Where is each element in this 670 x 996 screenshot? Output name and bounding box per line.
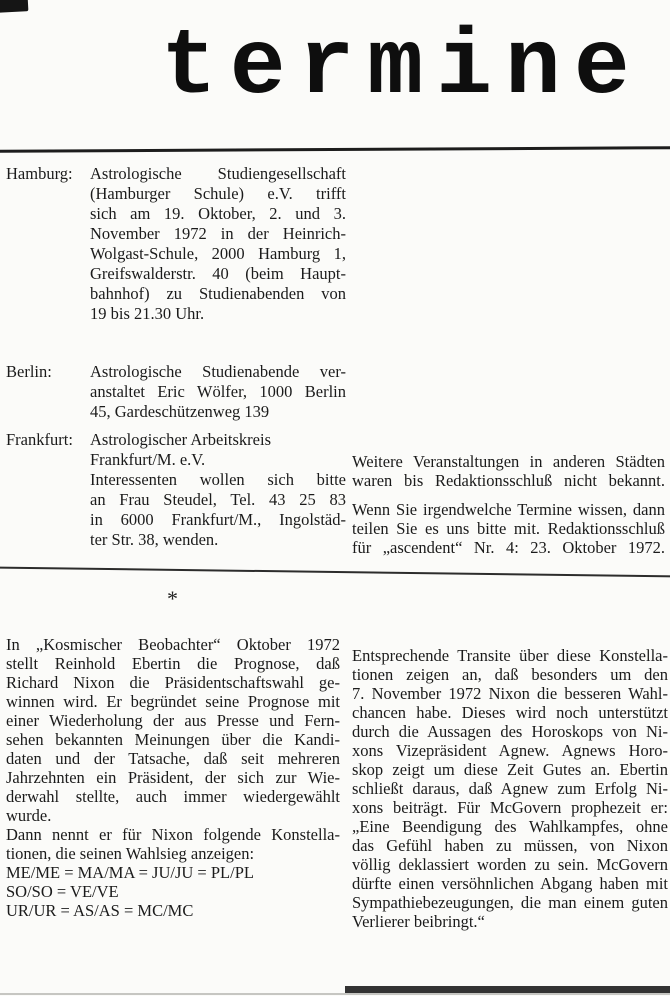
text-line: ter Str. 38, wenden. [90, 530, 219, 549]
text-line: schließt daraus, daß Agnew zum Erfolg Ni- [352, 779, 668, 798]
note-paragraph [352, 500, 665, 557]
editorial-notes [352, 452, 665, 557]
text-line: an Frau Steudel, Tel. 43 25 83 [90, 490, 346, 509]
event-city-label: Berlin: [6, 362, 52, 381]
event-hamburg [6, 164, 346, 324]
text-line: tionen, die seinen Wahlsieg anzeigen: [6, 844, 255, 863]
event-city-label: Hamburg: [6, 164, 73, 183]
page-title: termine [161, 15, 643, 120]
text-line: daten und der Tatsache, daß seit mehreren [6, 749, 340, 768]
text-line: Greifswalderstr. 40 (beim Haupt- [90, 264, 346, 283]
text-line: anstaltet Eric Wölfer, 1000 Berlin [90, 382, 346, 401]
text-line: Verlierer beibringt.“ [352, 912, 485, 931]
text-line: 7. November 1972 Nixon die besseren Wahl- [352, 684, 668, 703]
text-line: für „ascendent“ Nr. 4: 23. Oktober 1972. [352, 538, 665, 557]
text-line: tionen zeigen an, daß besonders um den [352, 665, 668, 684]
scan-artifact-bottom-bar [345, 986, 670, 993]
text-line: xons beiträgt. Für McGovern prophezeit er: [352, 798, 668, 817]
text-line: Richard Nixon die Präsidentschaftswahl ge- [6, 673, 340, 692]
text-line: dürfte einen versöhnlichen Abgang haben mit [352, 874, 668, 893]
note-paragraph [352, 452, 665, 490]
text-line: November 1972 in der Heinrich- [90, 224, 346, 243]
text-line: Entsprechende Transite über diese Konstella- [352, 646, 668, 665]
text-line: 45, Gardeschützenweg 139 [90, 402, 270, 421]
text-line: Frankfurt/M. e.V. [90, 450, 206, 469]
text-line: das Gefühl haben zu müssen, von Nixon [352, 836, 668, 855]
event-berlin [6, 362, 346, 422]
text-line: UR/UR = AS/AS = MC/MC [6, 901, 194, 920]
article-column-left [6, 635, 340, 920]
text-line: xons Vizepräsident Agnew. Agnews Horo- [352, 741, 668, 760]
text-line: Wolgast-Schule, 2000 Hamburg 1, [90, 244, 346, 263]
text-line: In „Kosmischer Beobachter“ Oktober 1972 [6, 635, 340, 654]
text-line: stellt Reinhold Ebertin die Prognose, daß [6, 654, 340, 673]
text-line: sich am 19. Oktober, 2. und 3. [90, 204, 346, 223]
text-line: wurde. [6, 806, 52, 825]
text-line: Sympathiebezeugungen, die man einem guten [352, 893, 668, 912]
event-text [90, 164, 346, 324]
event-text [90, 362, 346, 422]
text-line: Interessenten wollen sich bitte [90, 470, 346, 489]
text-line: derwahl stellte, auch immer wiedergewählt [6, 787, 340, 806]
text-line: chancen habe. Dieses wird noch unterstützt [352, 703, 668, 722]
event-text [90, 430, 346, 550]
text-line: völlig deklassiert worden zu sein. McGovern [352, 855, 668, 874]
text-line: „Eine Beendigung des Wahlkampfes, ohne [352, 817, 668, 836]
event-frankfurt [6, 430, 346, 550]
text-line: Weitere Veranstaltungen in anderen Städten [352, 452, 665, 471]
text-line: teilen Sie es uns bitte mit. Redaktionsschluß [352, 519, 665, 538]
divider-middle-rule [0, 567, 670, 578]
text-line: waren bis Redaktionsschluß nicht bekannt. [352, 471, 665, 490]
section-separator-asterisk: * [167, 586, 178, 611]
text-line: SO/SO = VE/VE [6, 882, 119, 901]
scan-edge-line [0, 993, 670, 995]
events-section [6, 164, 346, 550]
text-line: skop zeigt um diese Zeit Gutes an. Ebertin [352, 760, 668, 779]
divider-top-rule [0, 146, 670, 153]
text-line: Astrologische Studiengesellschaft [90, 164, 346, 183]
text-line: sehen bekannten Meinungen über die Kandi- [6, 730, 340, 749]
text-line: Wenn Sie irgendwelche Termine wissen, dann [352, 500, 665, 519]
scan-artifact-top-left [0, 0, 28, 13]
text-line: durch die Aussagen des Horoskops von Ni- [352, 722, 668, 741]
text-line: Astrologische Studienabende ver- [90, 362, 346, 381]
text-line: ME/ME = MA/MA = JU/JU = PL/PL [6, 863, 254, 882]
article-column-right [352, 646, 668, 931]
text-line: winnen wird. Er begründet seine Prognose mit [6, 692, 340, 711]
text-line: (Hamburger Schule) e.V. trifft [90, 184, 346, 203]
text-line: Astrologischer Arbeitskreis [90, 430, 272, 449]
event-city-label: Frankfurt: [6, 430, 73, 449]
text-line: Dann nennt er für Nixon folgende Konstella- [6, 825, 340, 844]
text-line: 19 bis 21.30 Uhr. [90, 304, 205, 323]
text-line: in 6000 Frankfurt/M., Ingolstäd- [90, 510, 346, 529]
text-line: bahnhof) zu Studienabenden von [90, 284, 346, 303]
text-line: Jahrzehnten ein Präsident, der sich zur Wie- [6, 768, 340, 787]
text-line: einer Wiederholung der aus Presse und Fern- [6, 711, 340, 730]
